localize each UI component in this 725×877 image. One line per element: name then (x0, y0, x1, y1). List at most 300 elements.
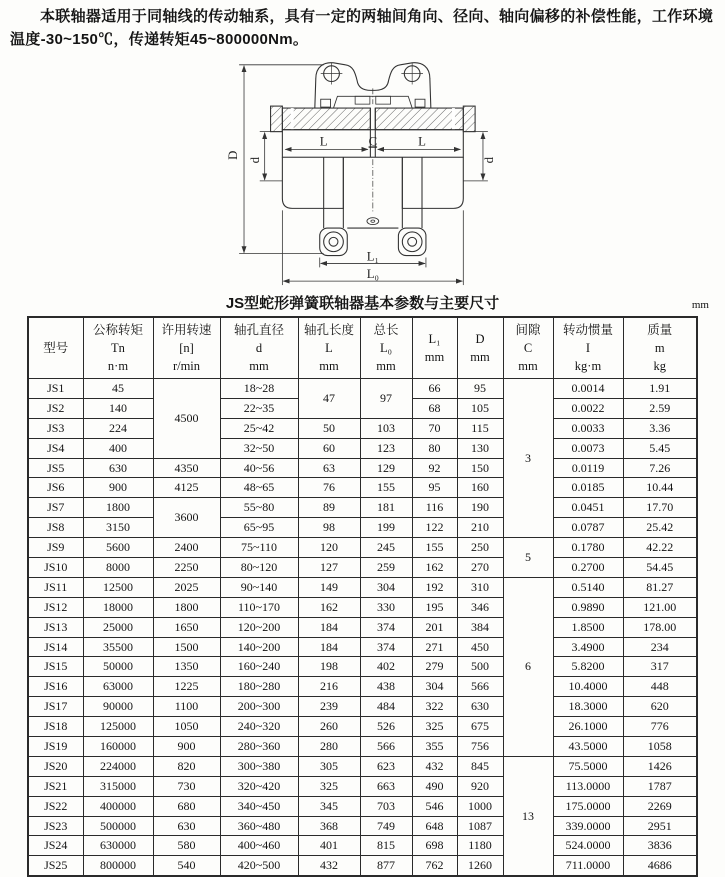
table-cell: JS1 (28, 379, 83, 399)
table-cell: 155 (412, 538, 457, 558)
table-cell: JS10 (28, 558, 83, 578)
table-cell: 3.36 (623, 418, 697, 438)
table-cell: 325 (298, 776, 360, 796)
nut-icon (415, 99, 425, 107)
table-cell: 5 (503, 538, 553, 578)
table-cell: 400 (83, 438, 153, 458)
column-header: 公称转矩 Tn n·m (83, 317, 153, 379)
table-cell: 12500 (83, 577, 153, 597)
table-cell: 17.70 (623, 498, 697, 518)
table-cell: 0.0073 (553, 438, 623, 458)
table-cell: 18000 (83, 597, 153, 617)
table-cell: 239 (298, 697, 360, 717)
table-cell: 280 (298, 737, 360, 757)
table-cell: 90000 (83, 697, 153, 717)
table-cell: 490 (412, 776, 457, 796)
table-cell: 1800 (83, 498, 153, 518)
table-cell: 3836 (623, 836, 697, 856)
table-cell: 304 (360, 577, 412, 597)
table-row (28, 756, 697, 776)
table-cell: JS9 (28, 538, 83, 558)
table-cell: 18.3000 (553, 697, 623, 717)
nut-icon (320, 99, 330, 107)
right-shaft-boss (402, 157, 463, 208)
table-cell: 92 (412, 458, 457, 478)
table-cell: 13 (503, 756, 553, 876)
table-cell: JS24 (28, 836, 83, 856)
table-row (28, 617, 697, 637)
table-cell: 776 (623, 717, 697, 737)
table-cell: JS11 (28, 577, 83, 597)
table-cell: 50 (298, 418, 360, 438)
table-cell: 346 (457, 597, 503, 617)
table-cell: 322 (412, 697, 457, 717)
column-header: 许用转速 [n] r/min (153, 317, 220, 379)
table-cell: 0.0014 (553, 379, 623, 399)
table-cell: 500000 (83, 816, 153, 836)
table-cell: 200~300 (220, 697, 298, 717)
table-cell: JS3 (28, 418, 83, 438)
table-cell: 1260 (457, 856, 503, 876)
table-cell: 1787 (623, 776, 697, 796)
table-cell: 116 (412, 498, 457, 518)
table-cell: 368 (298, 816, 360, 836)
table-cell: 70 (412, 418, 457, 438)
table-cell: 2269 (623, 796, 697, 816)
table-cell: 0.0451 (553, 498, 623, 518)
column-header: D mm (457, 317, 503, 379)
coupling-drawing (173, 53, 553, 289)
table-cell: 1100 (153, 697, 220, 717)
table-row (28, 538, 697, 558)
table-cell: 178.00 (623, 617, 697, 637)
table-cell: 310 (457, 577, 503, 597)
table-cell: 0.2700 (553, 558, 623, 578)
table-cell: JS18 (28, 717, 83, 737)
table-cell: 48~65 (220, 478, 298, 498)
table-cell: 680 (153, 796, 220, 816)
column-header: 轴孔直径 d mm (220, 317, 298, 379)
table-cell: 250 (457, 538, 503, 558)
table-cell: 181 (360, 498, 412, 518)
table-cell: 184 (298, 637, 360, 657)
table-cell: 1000 (457, 796, 503, 816)
table-cell: 1426 (623, 756, 697, 776)
table-cell: 4686 (623, 856, 697, 876)
table-cell: 55~80 (220, 498, 298, 518)
table-cell: JS25 (28, 856, 83, 876)
dim-label-L-left: L (319, 134, 328, 149)
table-cell: 47 (298, 379, 360, 419)
table-cell: 22~35 (220, 398, 298, 418)
table-row (28, 697, 697, 717)
table-cell: 10.4000 (553, 677, 623, 697)
table-cell: 1225 (153, 677, 220, 697)
table-cell: 162 (412, 558, 457, 578)
table-cell: 127 (298, 558, 360, 578)
table-cell: 2951 (623, 816, 697, 836)
column-header: 转动惯量 I kg·m (553, 317, 623, 379)
table-cell: 1500 (153, 637, 220, 657)
table-cell: JS14 (28, 637, 83, 657)
spec-table (27, 316, 698, 877)
table-cell: 0.0033 (553, 418, 623, 438)
table-cell: 2250 (153, 558, 220, 578)
table-cell: JS8 (28, 518, 83, 538)
table-cell: 756 (457, 737, 503, 757)
bolt-icon (402, 232, 422, 252)
column-header: 轴孔长度 L mm (298, 317, 360, 379)
table-cell: 630000 (83, 836, 153, 856)
table-cell: 330 (360, 597, 412, 617)
table-cell: 80 (412, 438, 457, 458)
table-title-row (0, 292, 725, 314)
table-cell: 730 (153, 776, 220, 796)
table-cell: 2.59 (623, 398, 697, 418)
table-cell: 420~500 (220, 856, 298, 876)
table-cell: 6 (503, 577, 553, 756)
table-cell: 815 (360, 836, 412, 856)
dimension-lines (239, 65, 488, 285)
table-cell: 140~200 (220, 637, 298, 657)
table-cell: 120~200 (220, 617, 298, 637)
table-cell: 1.8500 (553, 617, 623, 637)
table-cell: 3600 (153, 498, 220, 538)
table-cell: 60 (298, 438, 360, 458)
table-cell: 526 (360, 717, 412, 737)
table-cell: 5.8200 (553, 657, 623, 677)
table-cell: 384 (457, 617, 503, 637)
table-cell: 160~240 (220, 657, 298, 677)
table-cell: 3 (503, 379, 553, 538)
table-cell: 130 (457, 438, 503, 458)
table-cell: 271 (412, 637, 457, 657)
column-header: 总长 L₀ mm (360, 317, 412, 379)
table-cell: 355 (412, 737, 457, 757)
table-cell: JS23 (28, 816, 83, 836)
table-cell: 10.44 (623, 478, 697, 498)
table-cell: 40~56 (220, 458, 298, 478)
table-cell: 5600 (83, 538, 153, 558)
table-cell: 63000 (83, 677, 153, 697)
table-cell: 1800 (153, 597, 220, 617)
table-cell: 339.0000 (553, 816, 623, 836)
table-title: JS型蛇形弹簧联轴器基本参数与主要尺寸 (225, 295, 500, 312)
table-cell: 125000 (83, 717, 153, 737)
table-cell: 1087 (457, 816, 503, 836)
table-cell: 26.1000 (553, 717, 623, 737)
table-row (28, 438, 697, 458)
table-cell: 580 (153, 836, 220, 856)
table-cell: 2025 (153, 577, 220, 597)
table-cell: 140 (83, 398, 153, 418)
table-cell: 711.0000 (553, 856, 623, 876)
table-cell: 180~280 (220, 677, 298, 697)
table-cell: 75~110 (220, 538, 298, 558)
table-cell: 120 (298, 538, 360, 558)
table-cell: 89 (298, 498, 360, 518)
table-cell: 749 (360, 816, 412, 836)
table-cell: 4125 (153, 478, 220, 498)
table-cell: 122 (412, 518, 457, 538)
table-cell: 162 (298, 597, 360, 617)
table-cell: 0.0022 (553, 398, 623, 418)
table-cell: 224000 (83, 756, 153, 776)
table-cell: 400~460 (220, 836, 298, 856)
table-cell: 448 (623, 677, 697, 697)
table-cell: 340~450 (220, 796, 298, 816)
table-cell: 566 (457, 677, 503, 697)
table-cell: 45 (83, 379, 153, 399)
table-cell: 149 (298, 577, 360, 597)
table-cell: 524.0000 (553, 836, 623, 856)
table-cell: 304 (412, 677, 457, 697)
table-cell: 620 (623, 697, 697, 717)
table-cell: 400000 (83, 796, 153, 816)
table-cell: JS4 (28, 438, 83, 458)
dim-label-C: C (368, 134, 377, 149)
table-cell: 245 (360, 538, 412, 558)
left-shaft-boss (282, 157, 343, 208)
table-cell: 155 (360, 478, 412, 498)
table-row (28, 776, 697, 796)
table-cell: 2400 (153, 538, 220, 558)
table-cell: 3150 (83, 518, 153, 538)
table-cell: 279 (412, 657, 457, 677)
table-cell: 75.5000 (553, 756, 623, 776)
table-cell: JS19 (28, 737, 83, 757)
table-cell: 920 (457, 776, 503, 796)
table-cell: 845 (457, 756, 503, 776)
header-row (28, 317, 697, 379)
table-cell: 0.0787 (553, 518, 623, 538)
table-cell: 1.91 (623, 379, 697, 399)
table-cell: 98 (298, 518, 360, 538)
table-cell: 4350 (153, 458, 220, 478)
table-cell: 121.00 (623, 597, 697, 617)
table-cell: 25~42 (220, 418, 298, 438)
table-cell: JS16 (28, 677, 83, 697)
table-row (28, 737, 697, 757)
table-cell: 97 (360, 379, 412, 419)
table-cell: 32~50 (220, 438, 298, 458)
table-row (28, 498, 697, 518)
table-row (28, 418, 697, 438)
table-cell: 43.5000 (553, 737, 623, 757)
table-cell: 175.0000 (553, 796, 623, 816)
table-cell: 76 (298, 478, 360, 498)
table-cell: 820 (153, 756, 220, 776)
table-unit-label: mm (691, 299, 709, 311)
table-cell: 270 (457, 558, 503, 578)
table-row (28, 816, 697, 836)
table-cell: JS22 (28, 796, 83, 816)
table-cell: 0.9890 (553, 597, 623, 617)
table-row (28, 657, 697, 677)
table-cell: 500 (457, 657, 503, 677)
table-row (28, 677, 697, 697)
table-cell: 42.22 (623, 538, 697, 558)
table-cell: 623 (360, 756, 412, 776)
table-cell: JS17 (28, 697, 83, 717)
table-row (28, 597, 697, 617)
table-cell: 630 (83, 458, 153, 478)
table-cell: 5.45 (623, 438, 697, 458)
dim-label-L0: L₀ (366, 267, 379, 282)
table-cell: 192 (412, 577, 457, 597)
table-cell: 224 (83, 418, 153, 438)
table-cell: 90~140 (220, 577, 298, 597)
table-row (28, 796, 697, 816)
table-cell: 484 (360, 697, 412, 717)
table-cell: JS21 (28, 776, 83, 796)
table-cell: 68 (412, 398, 457, 418)
table-cell: 1650 (153, 617, 220, 637)
table-cell: 703 (360, 796, 412, 816)
table-cell: 123 (360, 438, 412, 458)
table-cell: 450 (457, 637, 503, 657)
table-cell: 198 (298, 657, 360, 677)
table-cell: 1050 (153, 717, 220, 737)
table-cell: 374 (360, 617, 412, 637)
table-cell: 325 (412, 717, 457, 737)
table-cell: 546 (412, 796, 457, 816)
dim-label-D: D (225, 150, 240, 160)
table-cell: 762 (412, 856, 457, 876)
table-cell: 210 (457, 518, 503, 538)
table-cell: 113.0000 (553, 776, 623, 796)
table-cell: 0.5140 (553, 577, 623, 597)
table-cell: 260 (298, 717, 360, 737)
table-cell: JS20 (28, 756, 83, 776)
table-cell: JS13 (28, 617, 83, 637)
table-cell: 199 (360, 518, 412, 538)
table-cell: 345 (298, 796, 360, 816)
table-cell: 259 (360, 558, 412, 578)
table-row (28, 379, 697, 399)
table-cell: 25.42 (623, 518, 697, 538)
table-row (28, 458, 697, 478)
column-header: 间隙 C mm (503, 317, 553, 379)
table-cell: 240~320 (220, 717, 298, 737)
table-cell: 81.27 (623, 577, 697, 597)
table-cell: JS15 (28, 657, 83, 677)
table-cell: 630 (457, 697, 503, 717)
table-cell: 305 (298, 756, 360, 776)
table-cell: 401 (298, 836, 360, 856)
table-cell: 1180 (457, 836, 503, 856)
table-cell: 1058 (623, 737, 697, 757)
table-cell: 566 (360, 737, 412, 757)
table-cell: 95 (457, 379, 503, 399)
table-cell: JS5 (28, 458, 83, 478)
table-cell: 103 (360, 418, 412, 438)
table-cell: 7.26 (623, 458, 697, 478)
table-cell: 800000 (83, 856, 153, 876)
table-cell: 438 (360, 677, 412, 697)
table-cell: 35500 (83, 637, 153, 657)
table-cell: 0.0119 (553, 458, 623, 478)
table-cell: 63 (298, 458, 360, 478)
table-cell: 160000 (83, 737, 153, 757)
table-cell: 105 (457, 398, 503, 418)
table-cell: 663 (360, 776, 412, 796)
table-cell: 900 (153, 737, 220, 757)
table-row (28, 856, 697, 876)
table-cell: 432 (298, 856, 360, 876)
table-cell: 432 (412, 756, 457, 776)
table-cell: 280~360 (220, 737, 298, 757)
table-cell: 3.4900 (553, 637, 623, 657)
table-cell: 877 (360, 856, 412, 876)
table-cell: 0.0185 (553, 478, 623, 498)
table-row (28, 637, 697, 657)
table-cell: 115 (457, 418, 503, 438)
table-cell: 18~28 (220, 379, 298, 399)
table-row (28, 558, 697, 578)
table-row (28, 478, 697, 498)
table-cell: 160 (457, 478, 503, 498)
table-cell: 80~120 (220, 558, 298, 578)
dim-label-d-left: d (247, 156, 262, 164)
table-cell: 675 (457, 717, 503, 737)
table-cell: JS6 (28, 478, 83, 498)
table-cell: 216 (298, 677, 360, 697)
table-cell: JS12 (28, 597, 83, 617)
table-cell: 1350 (153, 657, 220, 677)
table-row (28, 577, 697, 597)
table-cell: 8000 (83, 558, 153, 578)
table-cell: 234 (623, 637, 697, 657)
table-row (28, 836, 697, 856)
table-cell: 317 (623, 657, 697, 677)
table-cell: 648 (412, 816, 457, 836)
table-cell: 540 (153, 856, 220, 876)
table-cell: 25000 (83, 617, 153, 637)
bolt-icon (323, 232, 343, 252)
table-cell: 184 (298, 617, 360, 637)
table-cell: 374 (360, 637, 412, 657)
table-cell: 95 (412, 478, 457, 498)
column-header: 型号 (28, 317, 83, 379)
table-row (28, 717, 697, 737)
table-cell: 66 (412, 379, 457, 399)
table-cell: 300~380 (220, 756, 298, 776)
table-cell: 54.45 (623, 558, 697, 578)
table-cell: 0.1780 (553, 538, 623, 558)
table-cell: 195 (412, 597, 457, 617)
dim-label-d-right: d (481, 156, 496, 164)
table-cell: 150 (457, 458, 503, 478)
table-cell: JS7 (28, 498, 83, 518)
table-cell: 110~170 (220, 597, 298, 617)
dim-label-L-right: L (417, 134, 426, 149)
table-cell: 129 (360, 458, 412, 478)
table-cell: 320~420 (220, 776, 298, 796)
table-cell: 315000 (83, 776, 153, 796)
dim-label-L1: L₁ (366, 249, 379, 264)
table-cell: 201 (412, 617, 457, 637)
table-cell: 698 (412, 836, 457, 856)
table-cell: 630 (153, 816, 220, 836)
intro-paragraph: 本联轴器适用于同轴线的传动轴系，具有一定的两轴间角向、径向、轴向偏移的补偿性能，工作环境温度-30~150℃，传递转矩45~800000Nm。 (10, 8, 714, 48)
table-cell: 360~480 (220, 816, 298, 836)
table-cell: 4500 (153, 379, 220, 459)
table-row (28, 518, 697, 538)
column-header: L₁ mm (412, 317, 457, 379)
table-cell: 190 (457, 498, 503, 518)
table-cell: 65~95 (220, 518, 298, 538)
